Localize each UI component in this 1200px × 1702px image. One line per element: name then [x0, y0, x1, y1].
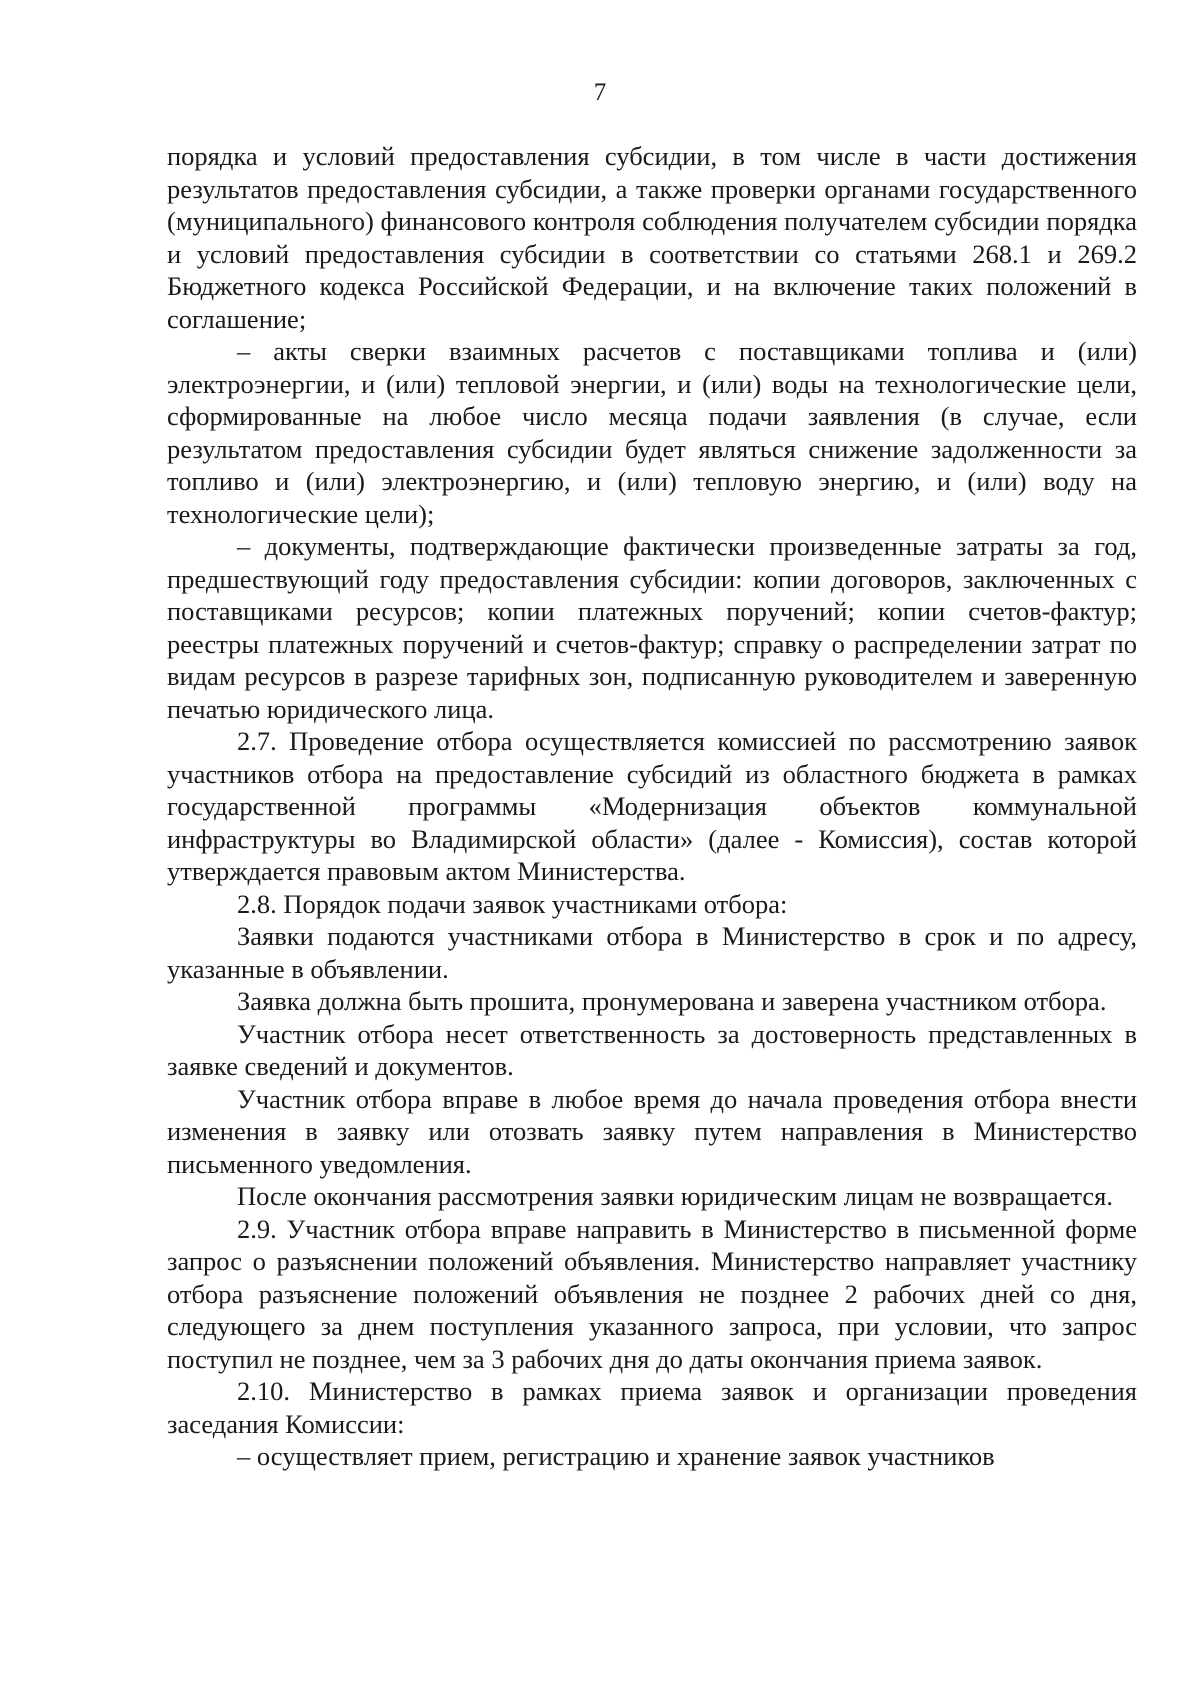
paragraph: 2.7. Проведение отбора осуществляется комиссией по рассмотрению заявок участников отбора на предоставление субсидий из областного бюджета в рамках государственной программы «Модернизация объектов коммунальной инфраструктуры во Владимирской области» (далее - Комиссия), состав которой утверждается правовым актом Министерства. — [167, 726, 1137, 886]
paragraph: Участник отбора вправе в любое время до начала проведения отбора внести изменения в заявку или отозвать заявку путем направления в Министерство письменного уведомления. — [167, 1083, 1137, 1179]
paragraph: Заявки подаются участниками отбора в Министерство в срок и по адресу, указанные в объявлении. — [167, 921, 1137, 984]
paragraph: 2.8. Порядок подачи заявок участниками отбора: — [237, 888, 788, 919]
paragraph: 2.9. Участник отбора вправе направить в Министерство в письменной форме запрос о разъяснении положений объявления. Министерство направляет участнику отбора разъяснение положений объявления не позднее 2 рабочих дней со дня, следующего за днем поступления указанного запроса, при условии, что запрос поступил не позднее, чем за 3 рабочих дня до даты окончания приема заявок. — [167, 1213, 1137, 1374]
paragraph: порядка и условий предоставления субсидии, в том числе в части достижения результатов предоставления субсидии, а также проверки органами государственного (муниципального) финансового контроля соблюдения получателем субсидии порядка и условий предоставления субсидии в соответствии со статьями 268.1 и 269.2 Бюджетного кодекса Российской Федерации, и на включение таких положений в соглашение; — [167, 141, 1137, 334]
paragraph: Заявка должна быть прошита, пронумерована и заверена участником отбора. — [237, 986, 1107, 1016]
paragraph: 2.10. Министерство в рамках приема заявок и организации проведения заседания Комиссии: — [167, 1376, 1137, 1439]
paragraph: После окончания рассмотрения заявки юридическим лицам не возвращается. — [237, 1181, 1113, 1211]
page-number: 7 — [593, 79, 607, 106]
paragraph: Участник отбора несет ответственность за достоверность представленных в заявке сведений и документов. — [167, 1018, 1137, 1081]
paragraph: – осуществляет прием, регистрацию и хранение заявок участников — [237, 1441, 995, 1471]
paragraph: – документы, подтверждающие фактически произведенные затраты за год, предшествующий году предоставления субсидии: копии договоров, заключенных с поставщиками ресурсов; копии платежных поручений; копии счетов-фактур; реестры платежных поручений и счетов-фактур; справку о распределении затрат по видам ресурсов в разрезе тарифных зон, подписанную руководителем и заверенную печатью юридического лица. — [167, 531, 1137, 724]
document-body — [167, 140, 1137, 1473]
paragraph: – акты сверки взаимных расчетов с поставщиками топлива и (или) электроэнергии, и (или) тепловой энергии, и (или) воды на технологические цели, сформированные на любое число месяца подачи заявления (в случае, если результатом предоставления субсидии будет являться снижение задолженности за топливо и (или) электроэнергию, и (или) тепловую энергию, и (или) воду на технологические цели); — [167, 336, 1137, 529]
